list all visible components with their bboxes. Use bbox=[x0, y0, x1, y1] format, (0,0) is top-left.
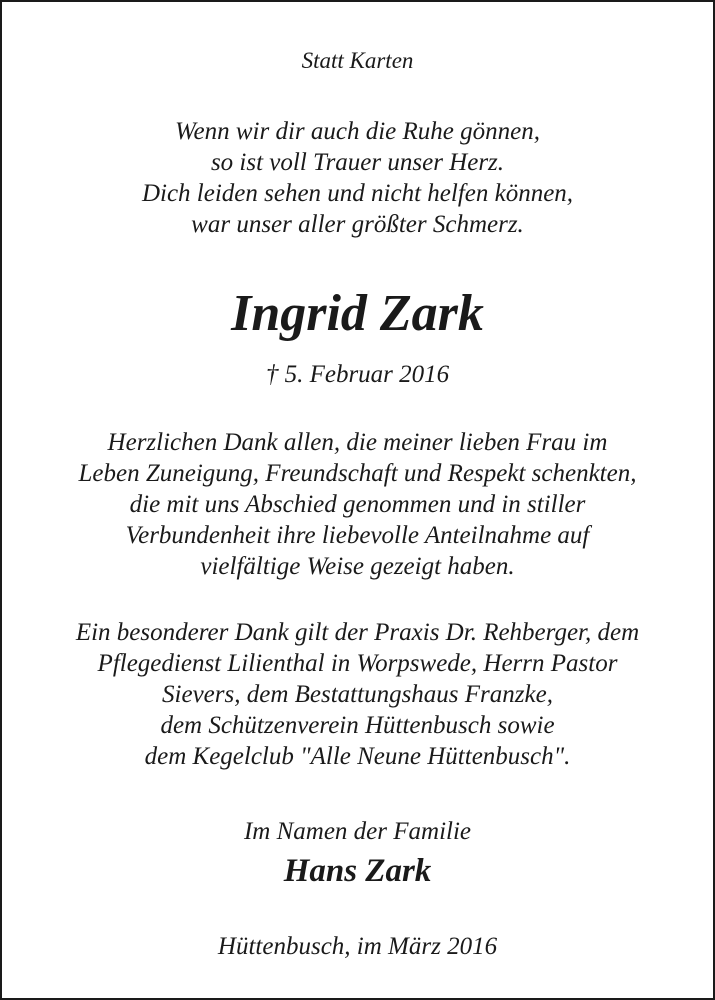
special-thanks-line: dem Kegelclub "Alle Neune Hüttenbusch". bbox=[144, 743, 571, 770]
notice-header: Statt Karten bbox=[301, 48, 414, 73]
death-date: † 5. Februar 2016 bbox=[265, 361, 450, 388]
special-thanks-line: dem Schützenverein Hüttenbusch sowie bbox=[160, 712, 555, 739]
special-thanks-line: Ein besonderer Dank gilt der Praxis Dr. Rehberger, dem bbox=[75, 619, 640, 646]
poem-line: Dich leiden sehen und nicht helfen können, bbox=[141, 180, 574, 207]
special-thanks-line: Pflegedienst Lilienthal in Worpswede, Herrn Pastor bbox=[97, 650, 618, 677]
thanks-line: Leben Zuneigung, Freundschaft und Respekt schenkten, bbox=[78, 460, 637, 487]
poem-line: war unser aller größter Schmerz. bbox=[191, 211, 524, 238]
special-thanks-line: Sievers, dem Bestattungshaus Franzke, bbox=[162, 681, 553, 708]
poem-line: Wenn wir dir auch die Ruhe gönnen, bbox=[174, 118, 540, 145]
place-date: Hüttenbusch, im März 2016 bbox=[217, 933, 498, 960]
family-line: Im Namen der Familie bbox=[243, 818, 472, 845]
deceased-name: Ingrid Zark bbox=[231, 285, 484, 342]
poem-line: so ist voll Trauer unser Herz. bbox=[210, 149, 505, 176]
thanks-line: Herzlichen Dank allen, die meiner lieben Frau im bbox=[107, 429, 608, 456]
thanks-line: Verbundenheit ihre liebevolle Anteilnahme auf bbox=[125, 522, 590, 549]
thanks-line: die mit uns Abschied genommen und in stiller bbox=[129, 491, 586, 518]
thanks-line: vielfältige Weise gezeigt haben. bbox=[200, 553, 515, 580]
signatory-name: Hans Zark bbox=[283, 853, 432, 889]
